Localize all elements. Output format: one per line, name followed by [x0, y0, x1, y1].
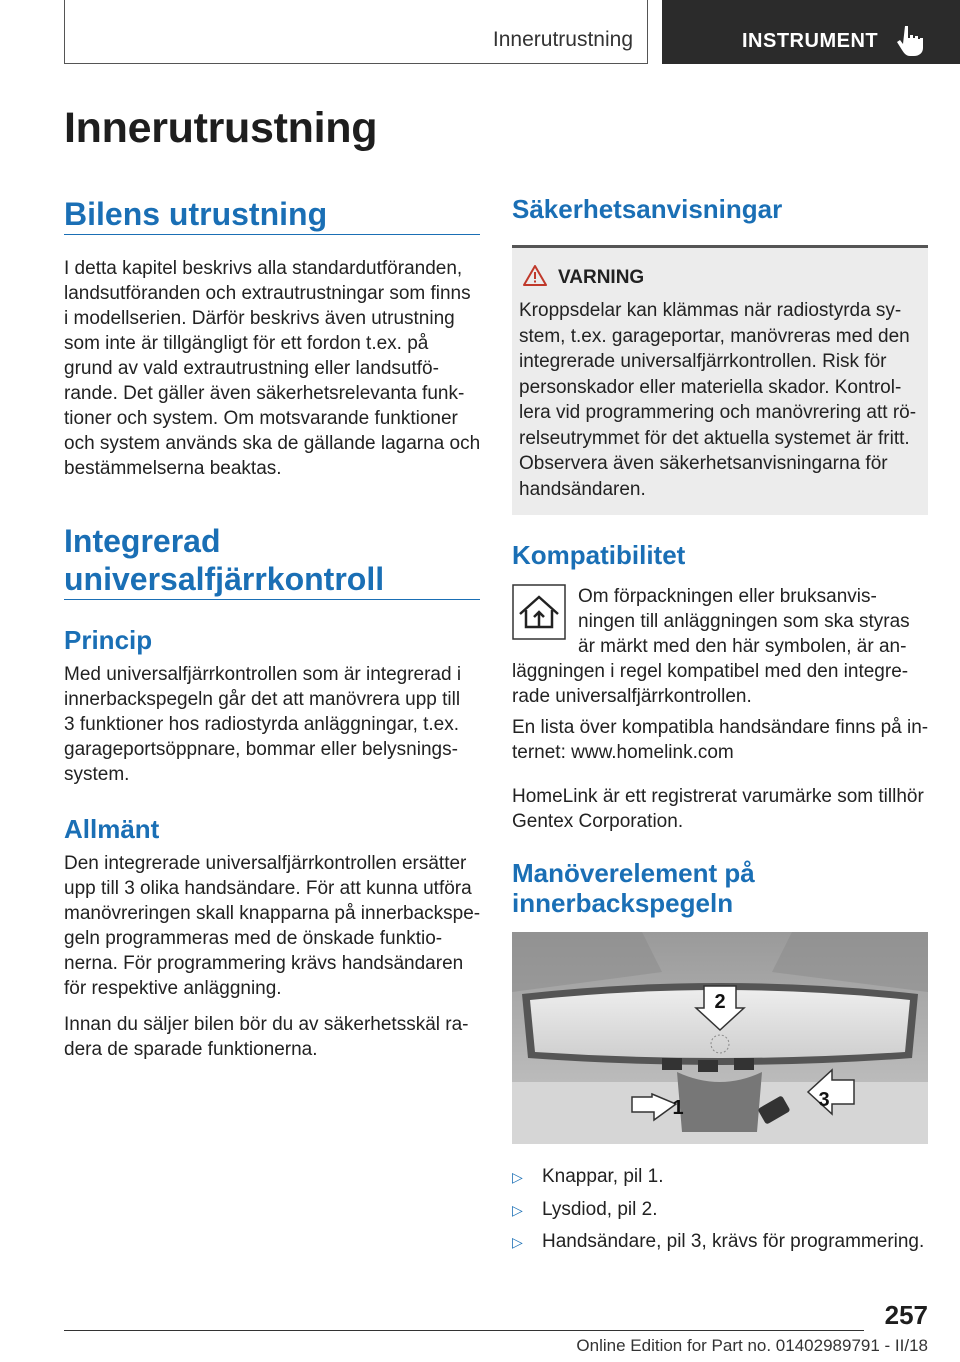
callout-label-1: 1 — [672, 1097, 684, 1119]
callout-label-3: 3 — [818, 1089, 830, 1111]
text-line: upp till 3 olika handsändare. För att kunna utföra — [64, 878, 472, 899]
text-line: geln programmeras med de önskade funktio- — [64, 928, 443, 949]
text-line: personskador eller materiella skador. Kontrol- — [519, 376, 902, 398]
pointing-hand-icon — [896, 24, 926, 56]
text-line: Med universalfjärrkontrollen som är integrerad i — [64, 664, 462, 685]
heading-integrerad — [64, 522, 384, 598]
page-number: 257 — [884, 1300, 928, 1330]
heading-allmant: Allmänt — [64, 814, 160, 844]
bullet-triangle-icon: ▷ — [512, 1169, 523, 1185]
heading-line: Manöverelement på — [512, 858, 755, 888]
bullet-list — [512, 1166, 932, 1266]
bullet-triangle-icon: ▷ — [512, 1202, 523, 1218]
bullet-triangle-icon: ▷ — [512, 1234, 523, 1250]
text-line: landsutföranden och extrautrustningar som finns — [64, 283, 471, 304]
text-line: bestämmelserna beaktas. — [64, 458, 282, 479]
homelink-house-icon — [512, 584, 566, 640]
warning-triangle-icon — [523, 264, 547, 286]
list-item — [512, 1231, 924, 1253]
heading-line: Integrerad — [64, 523, 221, 559]
text-line: handsändaren. — [519, 478, 646, 500]
text-line: I detta kapitel beskrivs alla standardutföranden, — [64, 258, 463, 279]
callout-label-2: 2 — [714, 991, 726, 1013]
text-line: som inte är tillgängligt för ett fordon t.ex. på — [64, 333, 429, 354]
text-line: i modellserien. Därför beskrivs även utrustning — [64, 308, 455, 329]
text-line: för respektive anläggning. — [64, 978, 282, 999]
paragraph-kompatibilitet-beside-icon — [578, 584, 938, 659]
list-item-text: Handsändare, pil 3, krävs för programmering. — [542, 1231, 925, 1252]
heading-kompatibilitet: Kompatibilitet — [512, 540, 686, 570]
text-line: nerna. För programmering krävs handsändaren — [64, 953, 464, 974]
heading-rule — [64, 234, 480, 235]
text-line: garageportsöppnare, bommar eller belysnings- — [64, 739, 458, 760]
text-line: 3 funktioner hos radiostyrda anläggningar, t.ex. — [64, 714, 460, 735]
text-line: rade universalfjärrkontrollen. — [512, 686, 752, 707]
text-line: Innan du säljer bilen bör du av säkerhetsskäl ra- — [64, 1014, 469, 1035]
paragraph-allmant — [64, 851, 484, 1001]
text-line: är märkt med den här symbolen, är an- — [578, 636, 907, 657]
text-line: grund av vald extrautrustning eller landsutfö- — [64, 358, 439, 379]
text-line: manövreringen skall knapparna på innerbackspe- — [64, 903, 481, 924]
heading-princip: Princip — [64, 625, 153, 655]
text-line: stem, t.ex. garageportar, manövreras med den — [519, 325, 910, 347]
text-line: ternet: www.homelink.com — [512, 742, 734, 763]
text-line: Gentex Corporation. — [512, 811, 684, 832]
section-tab-label: INSTRUMENT — [742, 30, 879, 52]
paragraph-homelink — [512, 784, 942, 834]
paragraph-kompatibilitet-2 — [512, 715, 942, 765]
paragraph-allmant-2 — [64, 1012, 484, 1062]
warning-title: VARNING — [558, 267, 645, 288]
section-tab — [662, 0, 960, 64]
heading-manoverelement — [512, 858, 755, 918]
text-line: Kroppsdelar kan klämmas när radiostyrda sy- — [519, 300, 902, 321]
text-line: Den integrerade universalfjärrkontrollen ersätter — [64, 853, 467, 874]
chapter-tab-label: Innerutrustning — [492, 28, 633, 51]
chapter-tab — [64, 0, 648, 64]
text-line: läggningen i regel kompatibel med den integre- — [512, 661, 909, 682]
text-line: system. — [64, 764, 130, 785]
text-line: HomeLink är ett registrerat varumärke som tillhör — [512, 786, 924, 807]
text-line: ningen till anläggningen som ska styras — [578, 611, 910, 632]
paragraph-bilens — [64, 256, 484, 481]
warning-text — [519, 298, 919, 502]
heading-sakerhetsanvisningar: Säkerhetsanvisningar — [512, 194, 783, 224]
text-line: relseutrymmet för det aktuella systemet är fritt. — [519, 427, 910, 449]
text-line: lera vid programmering och manövrering att rö- — [519, 402, 917, 423]
text-line: rande. Det gäller även säkerhetsrelevanta funk- — [64, 383, 465, 404]
warning-box — [512, 245, 928, 515]
text-line: En lista över kompatibla handsändare finns på in- — [512, 717, 929, 738]
text-line: Observera även säkerhetsanvisningarna för — [519, 453, 888, 474]
heading-rule — [64, 599, 480, 600]
page-title: Innerutrustning — [64, 104, 378, 152]
heading-line: universalfjärrkontroll — [64, 561, 385, 597]
list-item — [512, 1199, 657, 1221]
heading-bilens-utrustning: Bilens utrustning — [64, 196, 328, 232]
text-line: dera de sparade funktionerna. — [64, 1039, 318, 1060]
text-line: och system används ska de gällande lagarna och — [64, 433, 481, 454]
list-item-text: Knappar, pil 1. — [542, 1166, 664, 1187]
text-line: Om förpackningen eller bruksanvis- — [578, 586, 877, 607]
text-line: integrerade universalfjärrkontrollen. Risk för — [519, 351, 887, 372]
text-line: innerbackspegeln går det att manövrera upp till — [64, 689, 461, 710]
heading-line: innerbackspegeln — [512, 888, 734, 918]
paragraph-kompatibilitet — [512, 659, 942, 709]
text-line: tioner och system. Om motsvarande funktioner — [64, 408, 458, 429]
footer-edition: Online Edition for Part no. 01402989791 - II/18 — [576, 1336, 928, 1355]
rearview-mirror-illustration — [512, 932, 928, 1144]
paragraph-princip — [64, 662, 484, 787]
list-item — [512, 1166, 663, 1188]
footer-rule — [64, 1330, 864, 1331]
list-item-text: Lysdiod, pil 2. — [542, 1199, 658, 1220]
